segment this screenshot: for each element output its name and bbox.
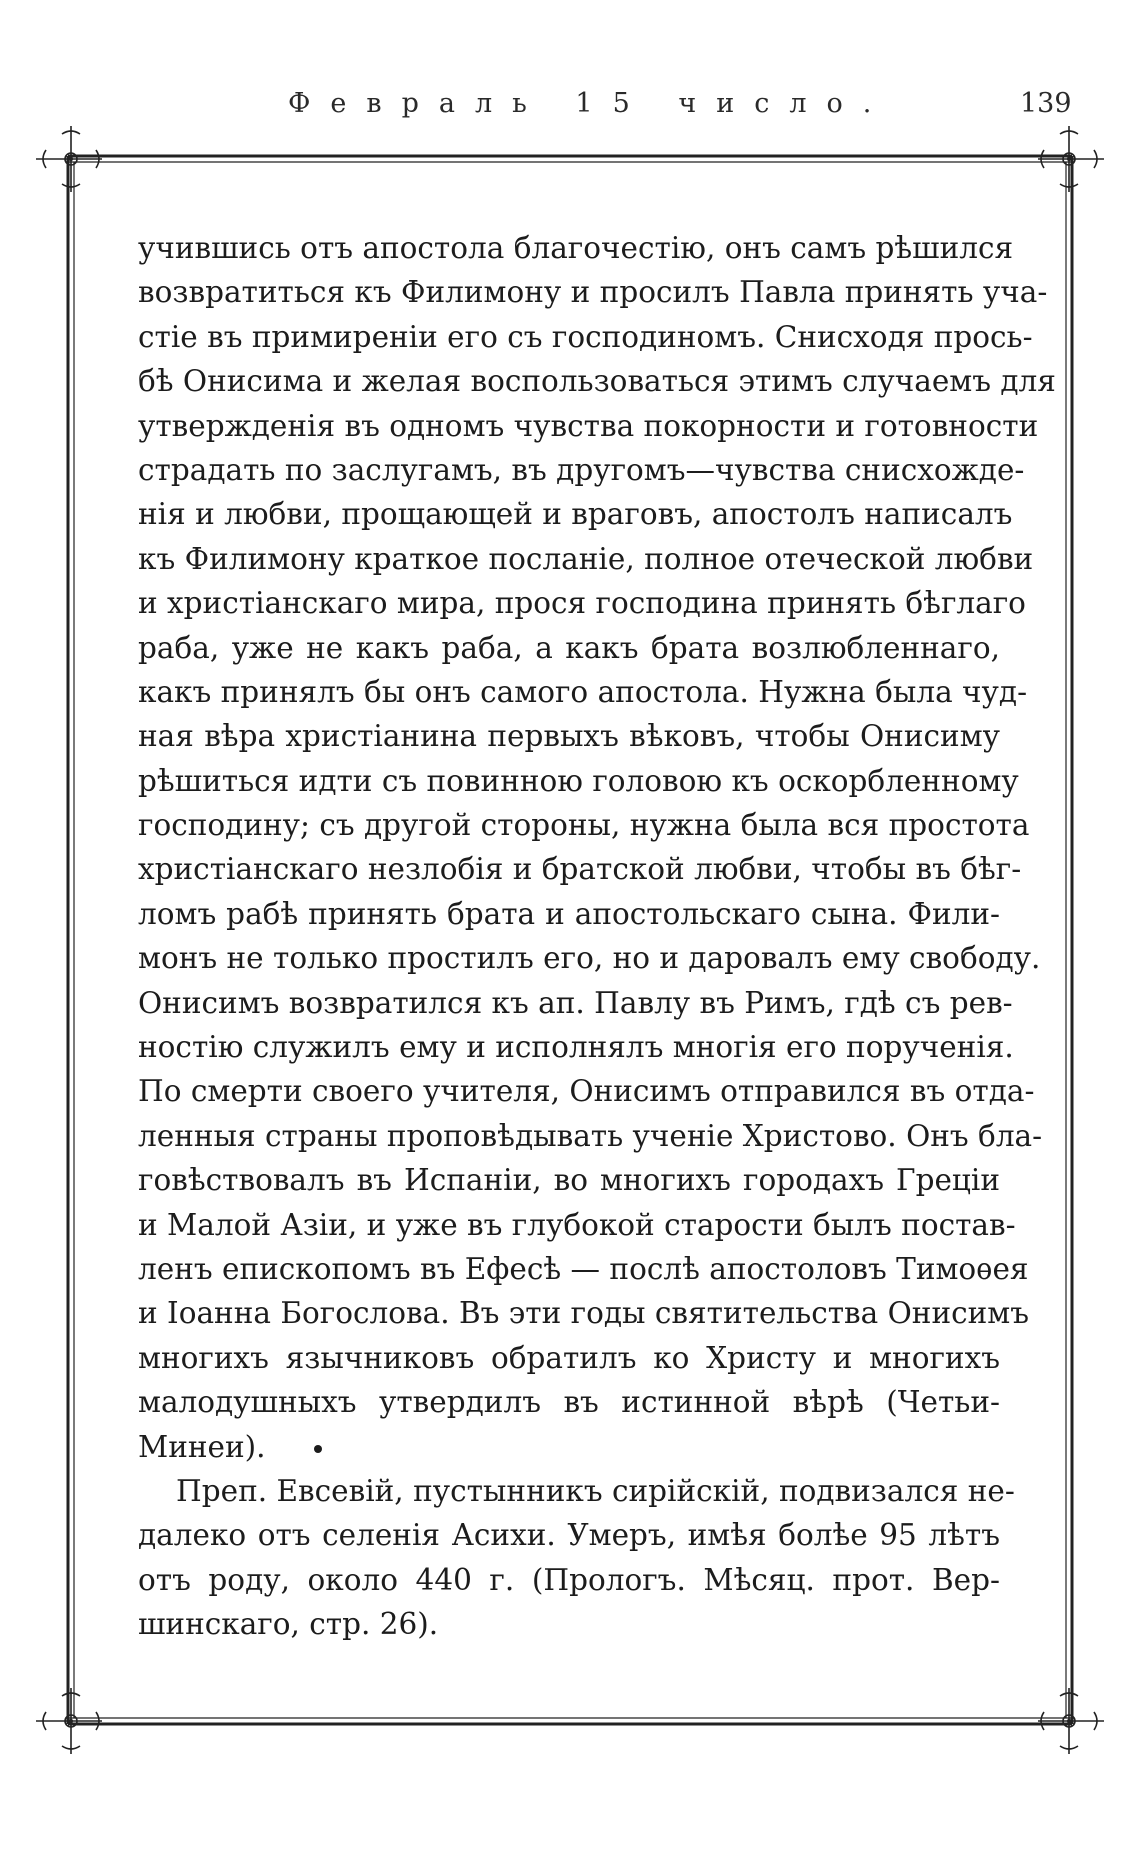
text-line: и Малой Азіи, и уже въ глубокой старости былъ постав- <box>138 1207 1016 1242</box>
text-line: отъ роду, около 440 г. (Прологъ. Мѣсяц. прот. Вер- <box>138 1562 1000 1597</box>
body-text <box>138 226 1056 1647</box>
text-line: ленъ епископомъ въ Ефесѣ — послѣ апостоловъ Тимоѳея <box>138 1251 1029 1286</box>
text-line: и Іоанна Богослова. Въ эти годы святительства Онисимъ <box>138 1296 1030 1331</box>
paragraph-onesimus <box>138 226 1056 1469</box>
text-line: и христіанскаго мира, прося господина принять бѣглаго <box>138 586 1026 621</box>
text-line: христіанскаго незлобія и братской любви, чтобы въ бѣг- <box>138 852 1022 887</box>
text-line: возвратиться къ Филимону и просилъ Павла принять уча- <box>138 275 1048 310</box>
text-line: Минеи). <box>138 1429 266 1464</box>
text-line: По смерти своего учителя, Онисимъ отправился въ отда- <box>138 1074 1035 1109</box>
running-head-title: Февраль 15 число. <box>288 88 892 119</box>
ink-spot <box>314 1445 322 1453</box>
text-line: учившись отъ апостола благочестію, онъ самъ рѣшился <box>138 231 1014 265</box>
text-line: монъ не только простилъ его, но и даровалъ ему свободу. <box>138 941 1041 976</box>
text-line: ломъ рабѣ принять брата и апостольскаго сына. Фили- <box>138 896 1000 931</box>
text-line: страдать по заслугамъ, въ другомъ—чувства снисхожде- <box>138 452 1025 487</box>
page-number: 139 <box>1020 88 1072 119</box>
text-line: какъ принялъ бы онъ самого апостола. Нужна была чуд- <box>138 674 1028 709</box>
text-line: говѣствовалъ въ Испаніи, во многихъ городахъ Греціи <box>138 1163 1000 1198</box>
text-line: утвержденія въ одномъ чувства покорности и готовности <box>138 408 1039 443</box>
text-line: ная вѣра христіанина первыхъ вѣковъ, чтобы Онисиму <box>138 719 1000 754</box>
text-line: далеко отъ селенія Асихи. Умеръ, имѣя болѣе 95 лѣтъ <box>138 1518 1000 1553</box>
text-line: многихъ язычниковъ обратилъ ко Христу и многихъ <box>138 1340 1000 1375</box>
text-line: шинскаго, стр. 26). <box>138 1607 439 1642</box>
text-line: Онисимъ возвратился къ ап. Павлу въ Римъ, гдѣ съ рев- <box>138 985 1013 1020</box>
text-line-final <box>138 1425 1000 1469</box>
text-line: къ Филимону краткое посланіе, полное отеческой любви <box>138 541 1034 576</box>
text-line: малодушныхъ утвердилъ въ истинной вѣрѣ (Четьи- <box>138 1385 1000 1420</box>
text-line: ленныя страны проповѣдывать ученіе Христово. Онъ бла- <box>138 1118 1043 1153</box>
text-line: стіе въ примиреніи его съ господиномъ. Снисходя прось- <box>138 319 1033 354</box>
text-line: бѣ Онисима и желая воспользоваться этимъ случаемъ для <box>138 364 1056 399</box>
text-line: раба, уже не какъ раба, а какъ брата возлюбленнаго, <box>138 630 1000 665</box>
text-line: рѣшиться идти съ повинною головою къ оскорбленному <box>138 763 1019 798</box>
text-line: нія и любви, прощающей и враговъ, апостолъ написалъ <box>138 497 1013 532</box>
text-line: господину; съ другой стороны, нужна была вся простота <box>138 808 1030 843</box>
text-line: ностію служилъ ему и исполнялъ многія его порученія. <box>138 1030 1014 1065</box>
text-line: Преп. Евсевій, пустынникъ сирійскій, подвизался не- <box>176 1473 1015 1508</box>
paragraph-eusebius <box>138 1469 1015 1647</box>
